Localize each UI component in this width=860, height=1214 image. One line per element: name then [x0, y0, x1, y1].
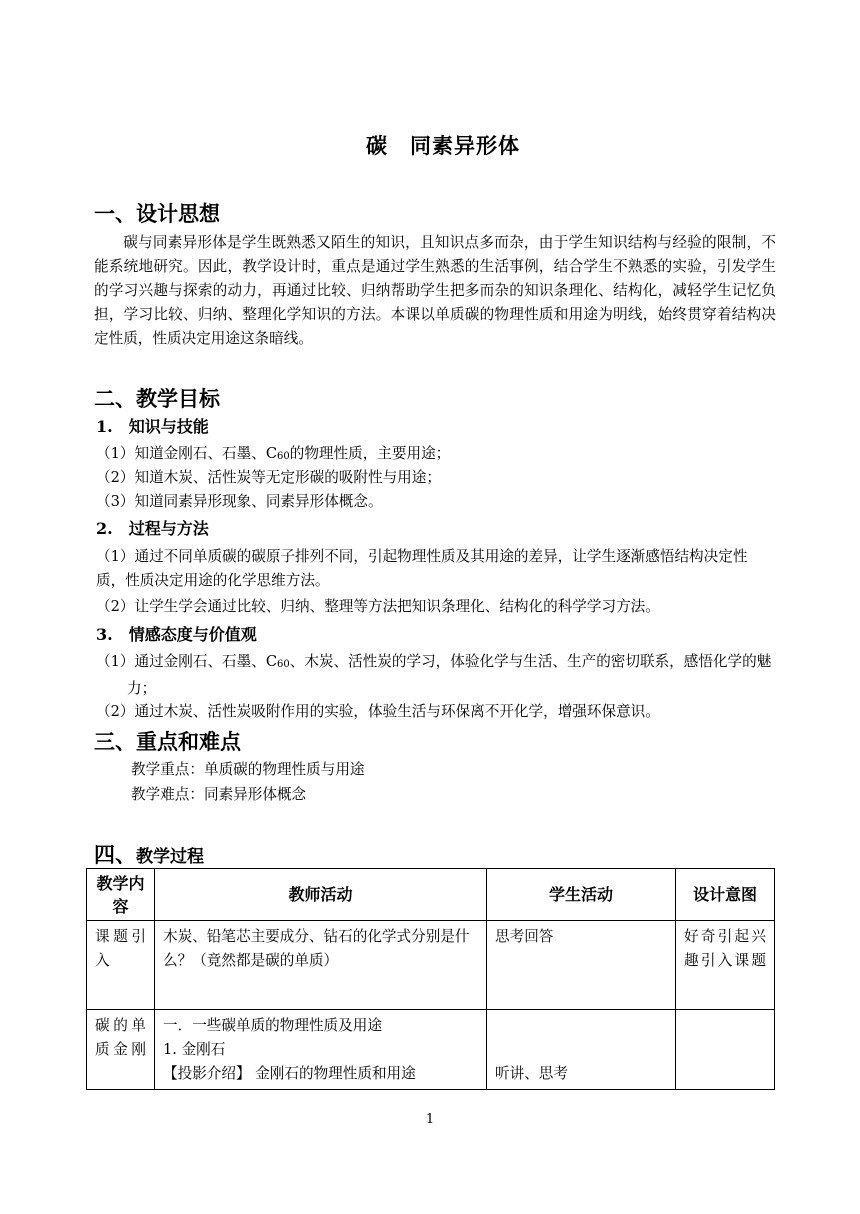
- cell-student: 思考回答: [487, 921, 676, 1010]
- difficult-point-line: 教学难点：同素异形体概念: [131, 786, 307, 803]
- teacher-line: 1. 金刚石: [163, 1041, 226, 1058]
- goal-process-item-2: （2）让学生学会通过比较、归纳、整理等方法把知识条理化、结构化的科学学习方法。: [96, 598, 660, 615]
- table-header-row: [87, 869, 775, 921]
- goal-knowledge-item-1: （1）知道金刚石、石墨、$C_{60}$的物理性质，主要用途；: [96, 445, 451, 462]
- header-teacher: 教师活动: [155, 869, 487, 921]
- cell-teacher: [155, 1010, 487, 1090]
- document-title: 碳 同素异形体: [366, 133, 520, 158]
- teacher-line: 【投影介绍】 金刚石的物理性质和用途: [163, 1065, 416, 1082]
- cell-content: 碳的单质金刚: [87, 1010, 155, 1090]
- section-heading-design: 一、设计思想: [94, 201, 220, 226]
- design-paragraph: 碳与同素异形体是学生既熟悉又陌生的知识，且知识点多而杂，由于学生知识结构与经验的限制，不能系统地研究。因此，教学设计时，重点是通过学生熟悉的生活事例，结合学生不熟悉的实验，引发学生的学习兴趣与探索的动力，再通过比较、归纳帮助学生把多而杂的知识条理化、结构化，减轻学生记忆负担，学习比较、归纳、整理化学知识的方法。本课以单质碳的物理性质和用途为明线，始终贯穿着结构决定性质，性质决定用途这条暗线。: [94, 234, 776, 347]
- goal-attitude-item-2: （2）通过木炭、活性炭吸附作用的实验，体验生活与环保离不开化学，增强环保意识。: [96, 703, 660, 720]
- goal-knowledge-item-2: （2）知道木炭、活性炭等无定形碳的吸附性与用途；: [96, 469, 441, 486]
- header-content: 教学内容: [87, 869, 155, 921]
- teacher-line: 一．一些碳单质的物理性质及用途: [163, 1017, 382, 1034]
- section-heading-goals: 二、教学目标: [94, 386, 220, 411]
- section-heading-process: 四、教学过程: [94, 842, 204, 867]
- header-intent: 设计意图: [676, 869, 775, 921]
- cell-content: 课题引入: [87, 921, 155, 1010]
- page-number: 1: [425, 1112, 435, 1127]
- cell-intent: 好奇引起兴趣引入课题: [676, 921, 775, 1010]
- cell-intent: [676, 1010, 775, 1090]
- teaching-process-table: [86, 868, 775, 1090]
- table-row: [87, 1010, 775, 1090]
- goal-heading-knowledge: 1. 知识与技能: [96, 417, 209, 436]
- goal-attitude-item-1: （1）通过金刚石、石墨、$C_{60}$、木炭、活性炭的学习，体验化学与生活、生产的密切联系，感悟化学的魅力；: [96, 653, 772, 697]
- goal-heading-process: 2. 过程与方法: [96, 519, 209, 538]
- section-heading-keypoints: 三、重点和难点: [94, 729, 241, 754]
- goal-heading-attitude: 3. 情感态度与价值观: [96, 625, 257, 644]
- cell-teacher: 木炭、铅笔芯主要成分、钻石的化学式分别是什么？（竟然都是碳的单质）: [155, 921, 487, 1010]
- header-student: 学生活动: [487, 869, 676, 921]
- table-row: [87, 921, 775, 1010]
- key-point-line: 教学重点：单质碳的物理性质与用途: [131, 761, 365, 778]
- cell-student: 听讲、思考: [487, 1010, 676, 1090]
- goal-knowledge-item-3: （3）知道同素异形现象、同素异形体概念。: [96, 493, 383, 510]
- goal-process-item-1: （1）通过不同单质碳的碳原子排列不同，引起物理性质及其用途的差异，让学生逐渐感悟结构决定性质，性质决定用途的化学思维方法。: [96, 548, 748, 589]
